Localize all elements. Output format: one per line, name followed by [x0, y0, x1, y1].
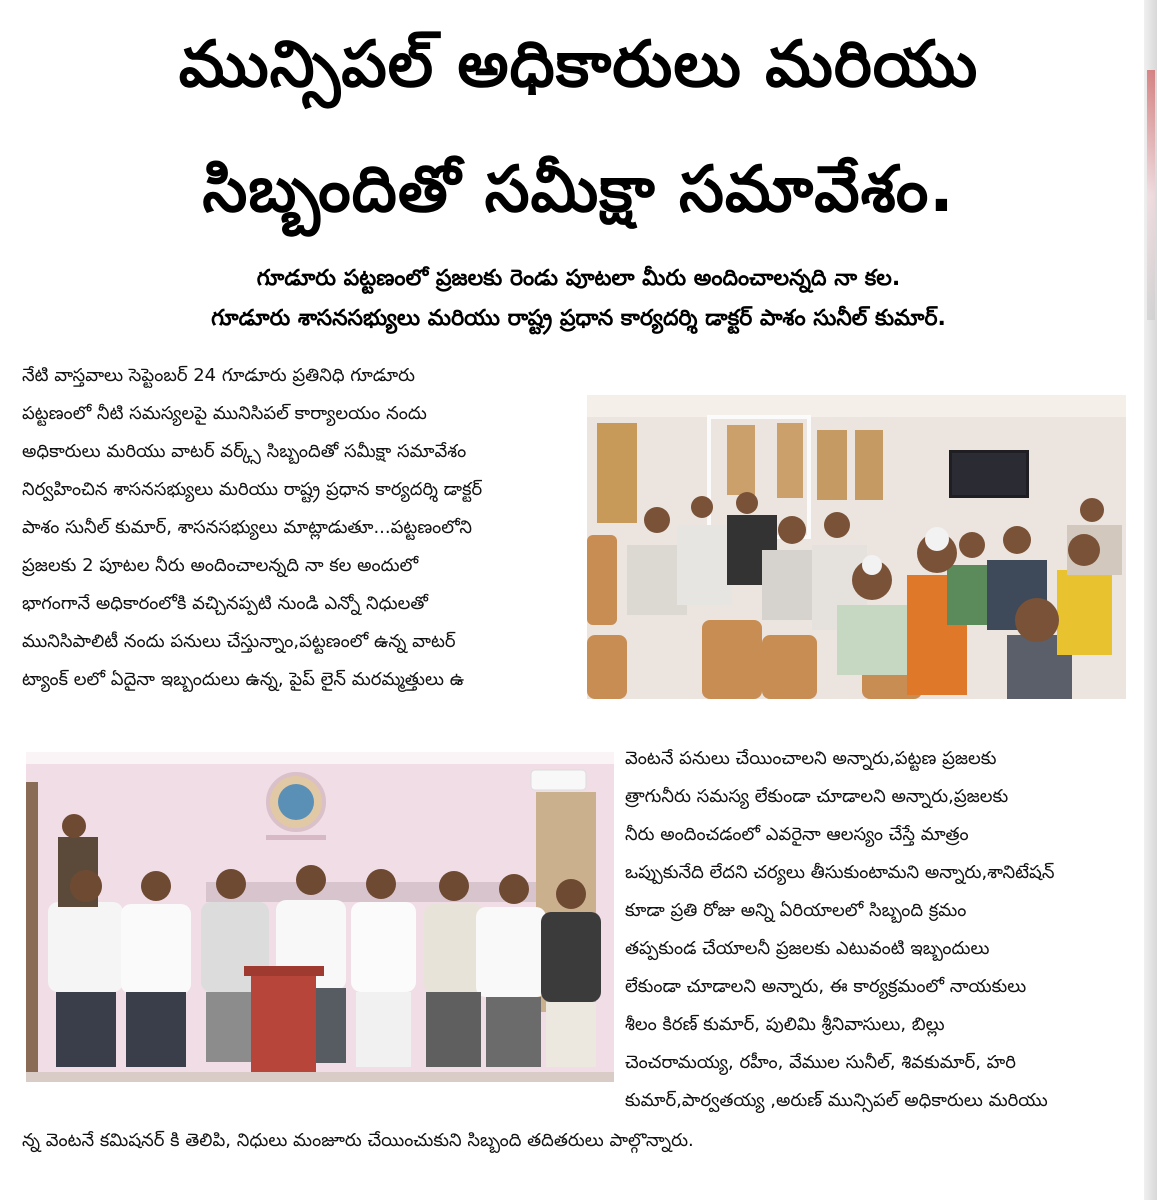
headline-line-2: సిబ్బందితో సమీక్షా సమావేశం. [202, 153, 955, 227]
article-line: శీలం కిరణ్ కుమార్, పులిమి శ్రీనివాసులు, బిల్లు [625, 1014, 945, 1035]
article-line: త్రాగునీరు సమస్య లేకుండా చూడాలని అన్నారు,ప్రజలకు [625, 786, 1009, 807]
article-line: నీరు అందించడంలో ఎవరైనా ఆలస్యం చేస్తే మాత్రం [625, 824, 969, 845]
article-line: పాశం సునీల్ కుమార్, శాసనసభ్యులు మాట్లాడుతూ...పట్టణంలోని [22, 517, 473, 538]
article-column-2 [625, 740, 1135, 1120]
article-closing-line: న్న వెంటనే కమిషనర్ కి తెలిపి, నిధులు మంజూరు చేయించుకుని సిబ్బంది తదితరులు పాల్గొన్నారు. [22, 1130, 694, 1151]
meeting-dais-photo [26, 752, 614, 1082]
article-line: కూడా ప్రతి రోజు అన్ని ఏరియాలలో సిబ్బంది క్రమం [625, 900, 967, 921]
article-line: భాగంగానే అధికారంలోకి వచ్చినప్పటి నుండి ఎన్నో నిధులతో [22, 593, 428, 614]
article-line: నేటి వాస్తవాలు సెప్టెంబర్ 24 గూడూరు ప్రతినిధి గూడూరు [22, 365, 416, 386]
article-line: మునిసిపాలిటీ నందు పనులు చేస్తున్నాం,పట్టణంలో ఉన్న వాటర్ [22, 631, 456, 652]
article-line: వెంటనే పనులు చేయించాలని అన్నారు,పట్టణ ప్రజలకు [625, 748, 997, 769]
headline-line-1: మున్సిపల్ అధికారులు మరియు [178, 28, 979, 102]
article-column-1 [22, 357, 582, 699]
meeting-audience-photo [587, 395, 1126, 699]
subheadline-line-2: గూడూరు శాసనసభ్యులు మరియు రాష్ట్ర ప్రధాన కార్యదర్శి డాక్టర్ పాశం సునీల్ కుమార్. [211, 306, 946, 331]
article-line: అధికారులు మరియు వాటర్ వర్క్స్ సిబ్బందితో సమీక్షా సమావేశం [22, 441, 467, 462]
article-line: ట్యాంక్ లలో ఏదైనా ఇబ్బందులు ఉన్న, పైప్ లైన్ మరమ్మత్తులు ఉ [22, 669, 465, 690]
article-line: పట్టణంలో నీటి సమస్యలపై మునిసిపల్ కార్యాలయం నందు [22, 403, 427, 424]
article-line: చెంచరామయ్య, రహీం, వేముల సునీల్, శివకుమార్, హరి [625, 1052, 1016, 1073]
article-line: లేకుండా చూడాలని అన్నారు, ఈ కార్యక్రమంలో నాయకులు [625, 976, 1027, 997]
subheadline-line-1: గూడూరు పట్టణంలో ప్రజలకు రెండు పూటలా మీరు అందించాలన్నది నా కల. [256, 266, 901, 291]
article-line: ప్రజలకు 2 పూటల నీరు అందించాలన్నది నా కల అందులో [22, 555, 419, 576]
article-line: ఒప్పుకునేది లేదని చర్యలు తీసుకుంటామని అన్నారు,శానిటేషన్ [625, 862, 1055, 883]
article-line: తప్పకుండ చేయాలనీ ప్రజలకు ఎటువంటి ఇబ్బందులు [625, 938, 990, 959]
article-line: కుమార్,పార్వతయ్య ,అరుణ్ మున్సిపల్ అధికారులు మరియు [625, 1090, 1048, 1111]
article-line: నిర్వహించిన శాసనసభ్యులు మరియు రాష్ట్ర ప్రధాన కార్యదర్శి డాక్టర్ [22, 479, 483, 500]
